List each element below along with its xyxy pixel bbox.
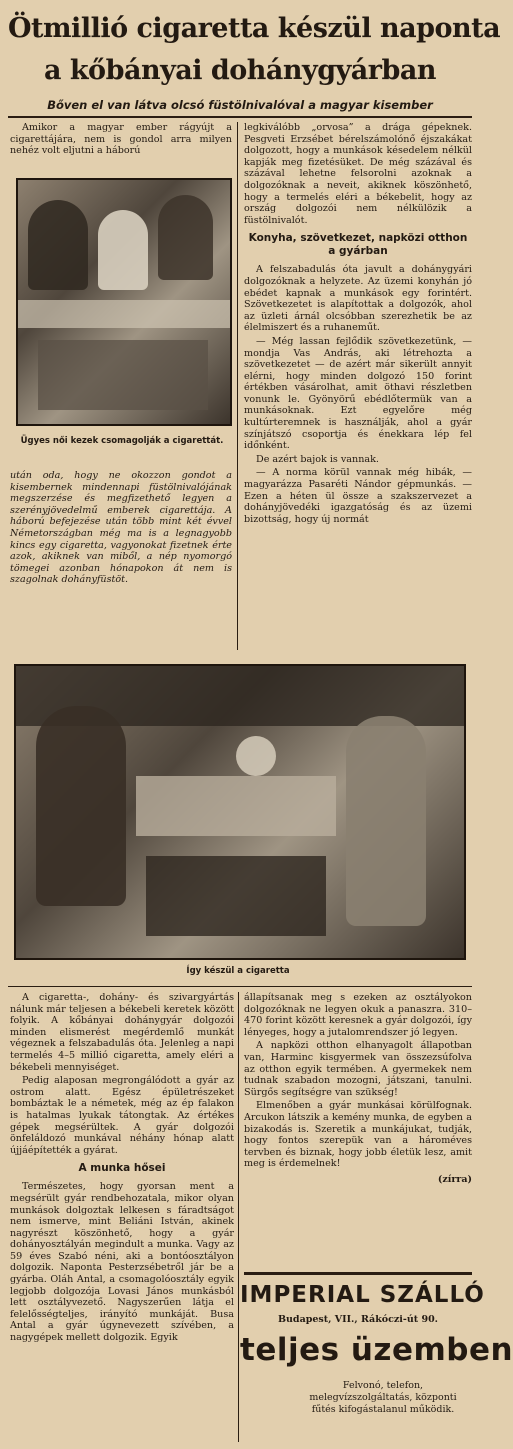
headline-line-2: a kőbányai dohánygyárban xyxy=(43,55,437,86)
photo-caption: Így készül a cigaretta xyxy=(186,966,290,976)
left-column-continued xyxy=(10,470,232,588)
subheadline: Bőven el van látva olcsó füstölnivalóval a magyar kisember xyxy=(47,98,433,112)
paragraph: A napközi otthon elhanyagolt állapotban van, Harminc kisgyermek van összezsúfolva az otthon egyik termében. A gyermekek nem tudnak szabadon mozogni, játszani, tanulni. Sürgős segítségre van szükség! xyxy=(244,1040,472,1098)
paragraph: — A norma körül vannak még hibák, — magyarázza Pasaréti Nándor gépmunkás. — Ezen a héten ül össze a szakszervezet a dohányjövedéki igazgatóság és az üzemi bizottság, hogy új normát xyxy=(244,467,472,525)
headline-line-1: Ötmillió cigaretta készül naponta xyxy=(8,13,501,44)
paragraph: legkiválóbb „orvosa” a drága gépeknek. Pesgveti Erzsébet bérelszámolónő éjszakákat dolgozott, hogy a munkások késedelem nélkül kapják meg fizetésüket. De még százával és százával lehetne felsorolni azoknak a dolgozóknak a neveit, akiknek köszönhető, hogy a termelés eléri a békebelit, hogy az ország dolgozói nem nélkülözik a füstölnivalót. xyxy=(244,122,472,226)
paragraph: A cigaretta-, dohány- és szivargyártás nálunk már teljesen a békebeli keretek között folyik. A kőbányai dohánygyár dolgozói minden elismerést megérdemlő munkát végeznek a felszabadulás óta. Jelenleg a napi termelés 4–5 millió cigaretta, amely eléri a békebeli mennyiséget. xyxy=(10,992,234,1073)
photo-caption: Ügyes női kezek csomagolják a cigarettát. xyxy=(20,436,224,446)
paragraph: Természetes, hogy gyorsan ment a megsérült gyár rendbehozatala, mikor olyan munkások dolgoztak lelkesen s fáradtságot nem ismerve, mint Beliáni István, akinek nagyrészt köszönhető, hogy a gyár dohányosztályán megindult a munka. Vagy az 59 éves Szabó néni, aki a bontóosztályon dolgozik. Naponta Pesterzsébetről jár be a gyárba. Oláh Antal, a csomagolóosztály egyik legjobb dolgozója Lovasi János munkásból lett osztályvezető. Nagyszerűen látja el felelősségteljes, irányító munkáját. Busa Antal a gyár úgynevezett szívében, a nagygépek mellett dolgozik. Egyik xyxy=(10,1181,234,1344)
ad-details: Felvonó, telefon, melegvízszolgáltatás, központi fűtés kifogástalanul működik. xyxy=(309,1380,457,1415)
divider-rule xyxy=(8,986,472,987)
bottom-left-column xyxy=(10,992,234,1346)
paragraph: A felszabadulás óta javult a dohánygyári dolgozóknak a helyzete. Az üzemi konyhán jó ebédet kapnak a munkások egy forintért. Szövetkezetet is alapítottak a dolgozók, ahol az üzleti árnál olcsóbban szerezhetik be az élelmiszert és a ruhaneműt. xyxy=(244,264,472,334)
column-divider xyxy=(237,122,238,650)
author-signature: (zírra) xyxy=(437,1173,472,1185)
intro-column xyxy=(10,122,232,159)
right-column-top xyxy=(244,122,472,527)
column-divider xyxy=(238,992,239,1442)
photo-cigarette-production xyxy=(14,664,466,960)
bottom-right-column xyxy=(244,992,472,1186)
paragraph: Amikor a magyar ember rágyújt a cigarettájára, nem is gondol arra milyen nehéz volt eljutni a háború xyxy=(10,122,232,157)
section-heading: Konyha, szövetkezet, napközi otthon a gyárban xyxy=(248,232,468,258)
paragraph: állapítsanak meg s ezeken az osztályokon dolgozóknak ne legyen okuk a panaszra. 310–470 forint között keresnek a gyár dolgozói, így lényeges, hogy a jutalomrendszer jó legyen. xyxy=(244,992,472,1038)
ad-border-top xyxy=(244,1272,472,1275)
paragraph: Pedig alaposan megrongálódott a gyár az ostrom alatt. Egész épületrészeket bombáztak le a németek, még az ép falakon is hatalmas lyukak tátongtak. Az értékes gépek megsérültek. A gyár dolgozói önfeláldozó munkával néhány hónap alatt újjáépítették a gyárat. xyxy=(10,1075,234,1156)
ad-address: Budapest, VII., Rákóczi-út 90. xyxy=(277,1314,438,1325)
photo-women-packing-cigarettes xyxy=(16,178,232,426)
ad-tagline: teljes üzemben xyxy=(240,1332,513,1368)
paragraph: után oda, hogy ne okozzon gondot a kisembernek mindennapi füstölnivalójának megszerzése és megfizethető legyen a szerényjövedelmű emberek cigarettája. A háború befejezése után több mint két évvel Németországban még ma is a legnagyobb kincs egy cigaretta, vagyonokat fizetnek érte azok, akiknek van miből, a nép nyomorgó tömegei azonban hónapokon át nem is szagolnak dohányfüstöt. xyxy=(10,470,232,586)
divider-rule xyxy=(8,116,472,118)
section-heading: A munka hősei xyxy=(78,1162,166,1175)
paragraph: Elmenőben a gyár munkásai körülfognak. Arcukon látszik a kemény munka, de egyben a bizakodás is. Szeretik a munkájukat, tudják, hogy fontos szerepük van a hároméves tervben és biznak, hogy jobb életük lesz, amit meg is érdemelnek! xyxy=(244,1100,472,1170)
ad-hotel-name: IMPERIAL SZÁLLÓ xyxy=(240,1282,485,1308)
paragraph: — Még lassan fejlődik szövetkezetünk, — mondja Vas András, aki létrehozta a szövetkezetet — de azért már sikerült annyit elérni, hogy minden dolgozó 150 forint értékben vásárolhat, amit öthavi részletben vonunk le. Gyönyörű ebédlőtermük van a munkásoknak. Ezt egyelőre még kultúrteremnek is használják, ahol a gyár színjátszó csoportja és énekkara lép fel időnként. xyxy=(244,335,472,452)
paragraph: De azért bajok is vannak. xyxy=(256,453,379,465)
